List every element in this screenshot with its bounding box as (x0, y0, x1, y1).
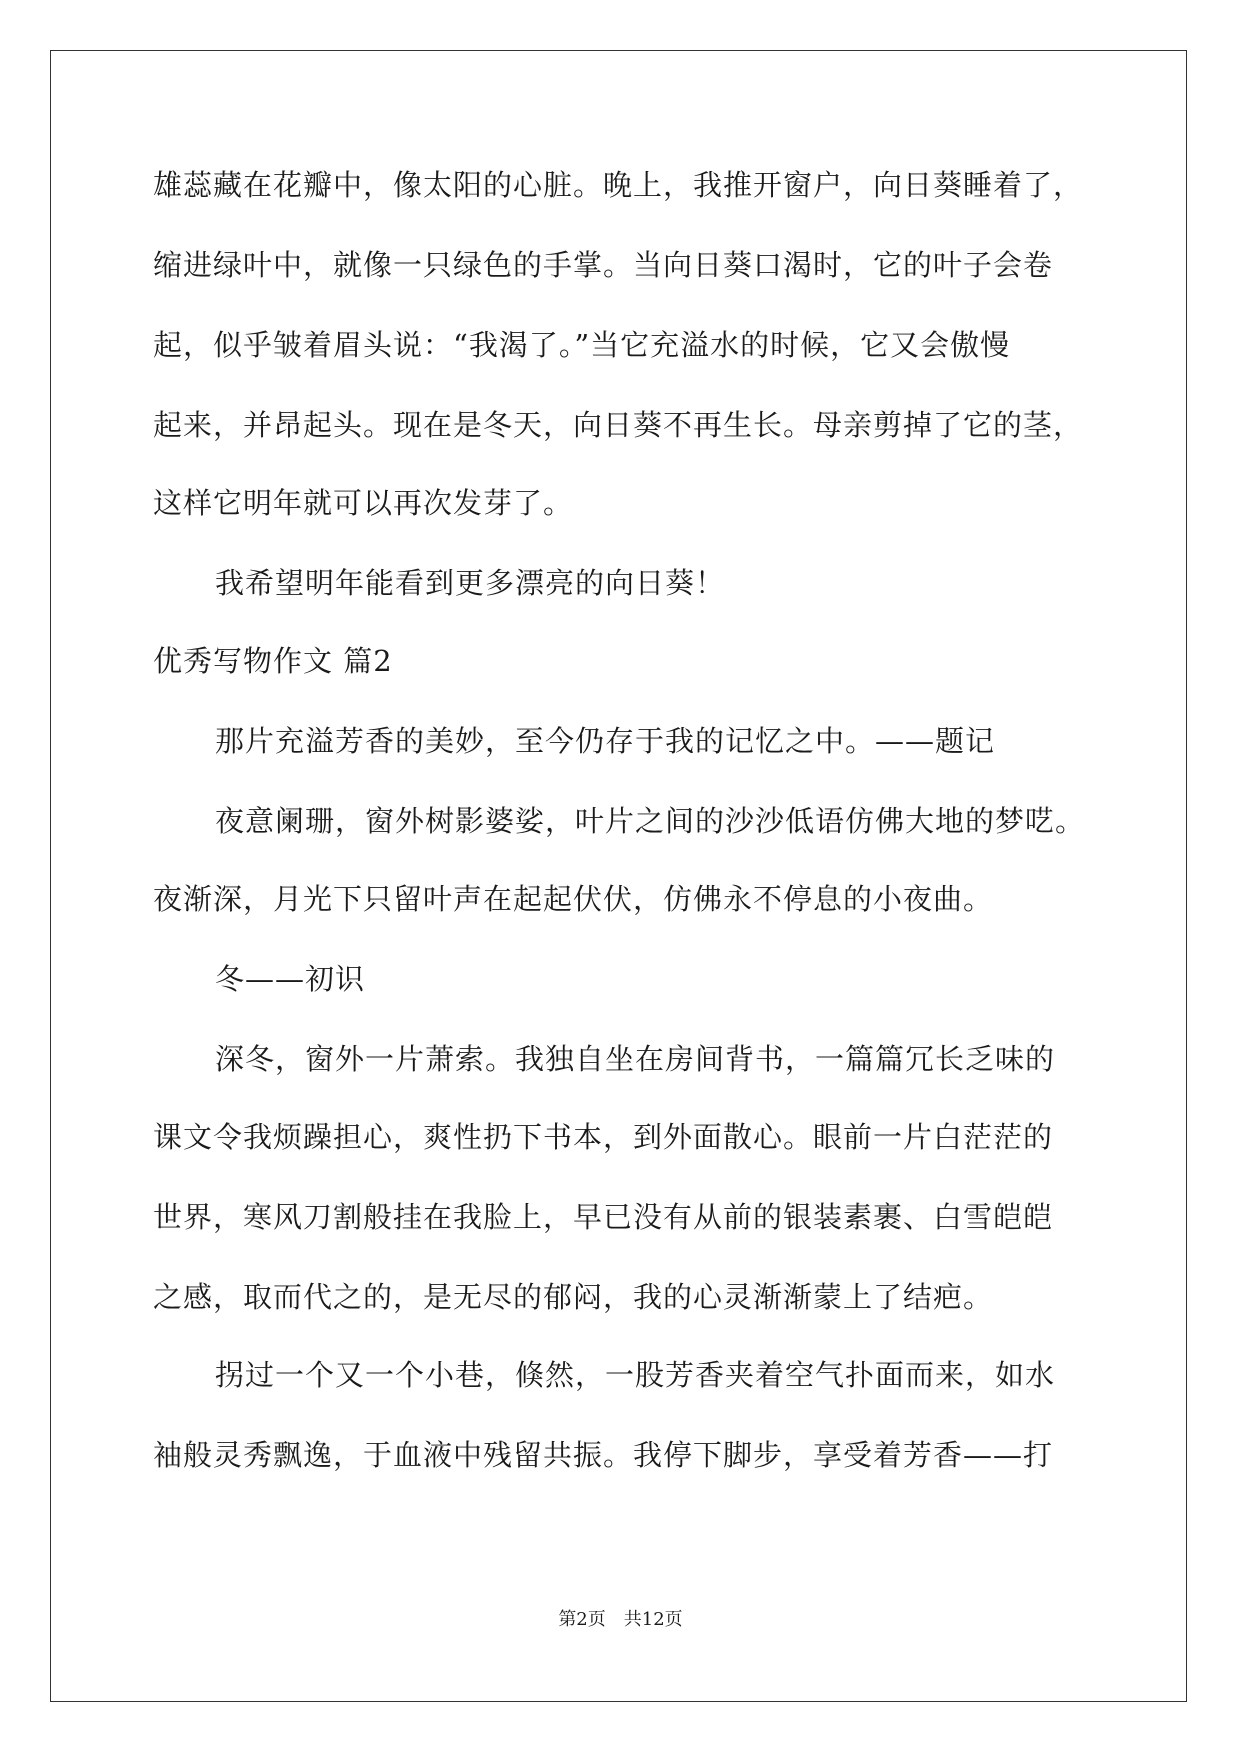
text-line: 课文令我烦躁担心，爽性扔下书本，到外面散心。眼前一片白茫茫的 (153, 1120, 1054, 1154)
page-number-footer: 第2页 共12页 (558, 1609, 683, 1630)
paragraph-line: 夜意阑珊，窗外树影婆娑，叶片之间的沙沙低语仿佛大地的梦呓。 (215, 804, 1086, 838)
text-line: 世界，寒风刀割般挂在我脸上，早已没有从前的银装素裹、白雪皑皑 (153, 1200, 1054, 1234)
text-line: 之感，取而代之的，是无尽的郁闷，我的心灵渐渐蒙上了结疤。 (153, 1280, 994, 1314)
section-heading: 优秀写物作文 篇2 (153, 644, 393, 678)
text-line: 夜渐深，月光下只留叶声在起起伏伏，仿佛永不停息的小夜曲。 (153, 882, 994, 916)
text-line: 起，似乎皱着眉头说：“我渴了。”当它充溢水的时候，它又会傲慢 (153, 328, 1011, 362)
text-line: 袖般灵秀飘逸，于血液中残留共振。我停下脚步，享受着芳香——打 (153, 1438, 1054, 1472)
subheading-line: 冬——初识 (215, 962, 366, 996)
text-line: 这样它明年就可以再次发芽了。 (153, 486, 574, 520)
text-line: 起来，并昂起头。现在是冬天，向日葵不再生长。母亲剪掉了它的茎， (153, 408, 1084, 442)
text-line: 缩进绿叶中，就像一只绿色的手掌。当向日葵口渴时，它的叶子会卷 (153, 248, 1054, 282)
paragraph-line: 深冬，窗外一片萧索。我独自坐在房间背书，一篇篇冗长乏味的 (215, 1042, 1056, 1076)
paragraph-line: 我希望明年能看到更多漂亮的向日葵！ (215, 566, 726, 600)
paragraph-line: 那片充溢芳香的美妙，至今仍存于我的记忆之中。——题记 (215, 724, 996, 758)
text-line: 雄蕊藏在花瓣中，像太阳的心脏。晚上，我推开窗户，向日葵睡着了， (153, 168, 1084, 202)
paragraph-line: 拐过一个又一个小巷，倏然，一股芳香夹着空气扑面而来，如水 (215, 1358, 1056, 1392)
